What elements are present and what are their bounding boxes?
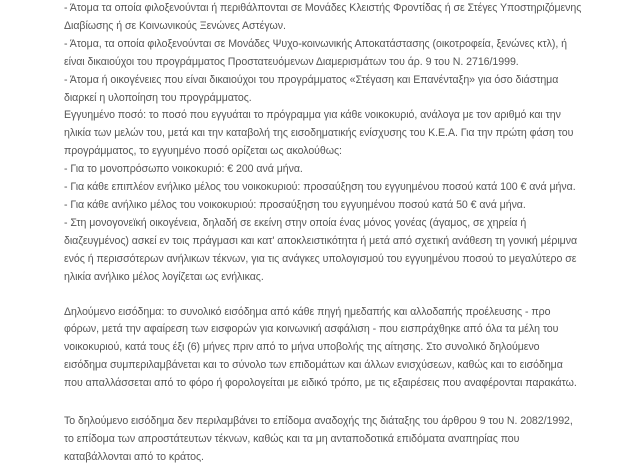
list-item-minor: - Για κάθε ανήλικο μέλος του νοικοκυριού: προσαύξηση του εγγυημένου ποσού κατά 50 € ανά μήνα.	[64, 198, 526, 211]
declared-income-paragraph: Δηλούμενο εισόδημα: το συνολικό εισόδημα από κάθε πηγή ημεδαπής και αλλοδαπής προέλευσης - προ φόρων, μετά την αφαίρεση των εισφορών για κοινωνική ασφάλιση - που εισπράχθηκε από όλα τα μέλη του νοικοκυριού, κατά τους έξι (6) μήνες πριν από το μήνα υποβολής της αίτησης. Στο συνολικό δηλούμενο εισόδημα συμπεριλαμβάνεται και το σύνολο των επιδομάτων και άλλων ενισχύσεων, καθώς και το εισόδημα που απαλλάσσεται από το φόρο ή φορολογείται με ειδικό τρόπο, με τις εξαιρέσεις που αναφέρονται παρακάτω.	[64, 305, 577, 390]
list-item-extra-adult: - Για κάθε επιπλέον ενήλικο μέλος του νοικοκυριού: προσαύξηση του εγγυημένου ποσού κατά 100 € ανά μήνα.	[64, 181, 576, 194]
list-item-single-person: - Για το μονοπρόσωπο νοικοκυριό: € 200 ανά μήνα.	[64, 163, 303, 176]
list-item-psycho-social: - Άτομα, τα οποία φιλοξενούνται σε Μονάδες Ψυχο-κοινωνικής Αποκατάστασης (οικοτροφεία, ξενώνες κτλ), ή είναι δικαιούχοι του προγράμματος Προστατευόμενων Διαμερισμάτων του άρ. 9 του Ν. 2716/1999.	[64, 37, 567, 68]
exclusions-block	[64, 413, 584, 467]
list-item-housing-program: - Άτομα ή οικογένειες που είναι δικαιούχοι του προγράμματος «Στέγαση και Επανένταξη» για όσο διάστημα διαρκεί η υλοποίηση του προγράμματος.	[64, 73, 559, 104]
declared-income-block	[64, 304, 584, 394]
list-item-single-parent: - Στη μονογονεϊκή οικογένεια, δηλαδή σε εκείνη στην οποία ένας μόνος γονέας (άγαμος, σε χηρεία ή διαζευγμένος) ασκεί εν τοις πράγμασι και κατ' αποκλειστικότητα ή μετά από σχετική ανάθεση τη γονική μέριμνα ενός ή περισσότερων ανήλικων τέκνων, για τις ανάγκες υπολογισμού του εγγυημένου ποσού το μεγαλύτερο σε ηλικία ανήλικο μέλος λογίζεται ως ενήλικας.	[64, 216, 578, 283]
guaranteed-amount-definition: Εγγυημένο ποσό: το ποσό που εγγυάται το πρόγραμμα για κάθε νοικοκυριό, ανάλογα με τον αριθμό και την ηλικία των μελών του, μετά και την καταβολή της εισοδηματικής ενίσχυσης του Κ.Ε.Α. Για την πρώτη φάση του προγράμματος, το εγγυημένο ποσό ορίζεται ως ακολούθως:	[64, 109, 574, 158]
document-body	[64, 0, 584, 467]
exclusions-paragraph: Το δηλούμενο εισόδημα δεν περιλαμβάνει το επίδομα αναδοχής της διάταξης του άρθρου 9 του Ν. 2082/1992, το επίδομα των απροστάτευτων τέκνων, καθώς και τα μη ανταποδοτικά επιδόματα αναπηρίας που καταβάλλονται από το κράτος.	[64, 415, 573, 463]
list-item-closed-care: - Άτομα τα οποία φιλοξενούνται ή περιθάλπονται σε Μονάδες Κλειστής Φροντίδας ή σε Στέγες Υποστηριζόμενης Διαβίωσης ή σε Κοινωνικούς Ξενώνες Αστέγων.	[64, 2, 582, 32]
intro-block	[64, 0, 584, 287]
